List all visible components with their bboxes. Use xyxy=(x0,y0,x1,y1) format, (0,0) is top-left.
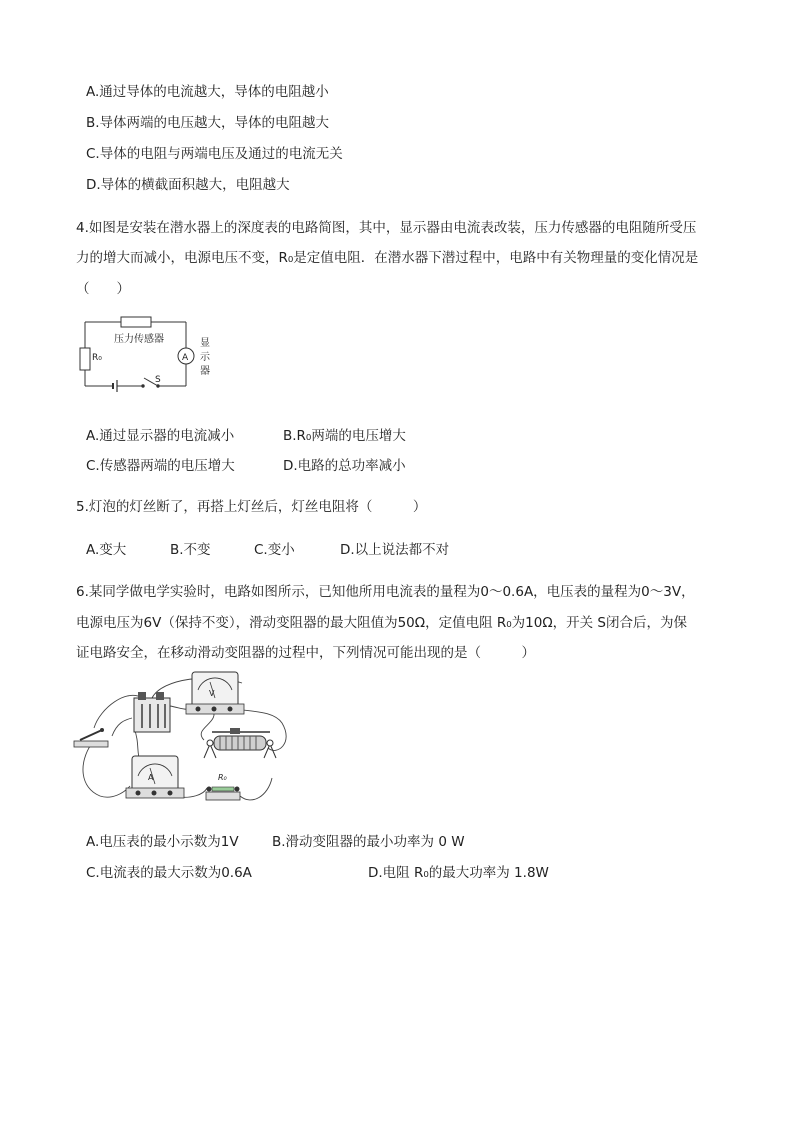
q4-option-b: B.R₀两端的电压增大 xyxy=(283,428,406,444)
q6-stem-line-3: 证电路安全，在移动滑动变阻器的过程中，下列情况可能出现的是（ ） xyxy=(76,645,535,661)
q4-stem-line-2: 力的增大而减小，电源电压不变，R₀是定值电阻．在潜水器下潜过程中，电路中有关物理量的变化情况是 xyxy=(76,250,699,266)
q5-option-b: B.不变 xyxy=(170,542,211,558)
resistor-r0-box xyxy=(80,348,90,370)
resistor-label-q6: R₀ xyxy=(218,773,227,782)
ammeter-icon xyxy=(126,756,184,798)
switch-icon xyxy=(74,728,108,747)
fixed-resistor-icon xyxy=(206,787,240,801)
battery-box-icon xyxy=(134,692,170,732)
q3-option-a: A.通过导体的电流越大，导体的电阻越小 xyxy=(86,84,329,100)
q3-option-b: B.导体两端的电压越大，导体的电阻越大 xyxy=(86,115,330,131)
voltmeter-symbol: V xyxy=(209,689,215,698)
q5-stem: 5.灯泡的灯丝断了，再搭上灯丝后，灯丝电阻将（ ） xyxy=(76,499,427,515)
q4-option-c: C.传感器两端的电压增大 xyxy=(86,458,235,474)
q6-option-b: B.滑动变阻器的最小功率为 0 W xyxy=(272,834,465,850)
rheostat-icon xyxy=(204,728,276,758)
display-label-char-2: 示 xyxy=(200,352,210,363)
q6-apparatus-figure xyxy=(72,668,294,814)
voltmeter-icon xyxy=(186,672,244,714)
q4-circuit-diagram xyxy=(76,312,226,394)
sensor-label: 压力传感器 xyxy=(114,334,164,345)
display-label-char-3: 器 xyxy=(200,366,210,377)
q6-option-a: A.电压表的最小示数为1V xyxy=(86,834,239,850)
q5-option-a: A.变大 xyxy=(86,542,127,558)
q4-option-d: D.电路的总功率减小 xyxy=(283,458,406,474)
q6-option-c: C.电流表的最大示数为0.6A xyxy=(86,865,252,881)
q4-option-a: A.通过显示器的电流减小 xyxy=(86,428,235,444)
q3-option-d: D.导体的横截面积越大，电阻越大 xyxy=(86,177,290,193)
q5-option-c: C.变小 xyxy=(254,542,295,558)
switch-label: S xyxy=(155,375,161,385)
q6-stem-line-2: 电源电压为6V（保持不变），滑动变阻器的最大阻值为50Ω，定值电阻 R₀为10Ω，开关 S闭合后，为保 xyxy=(76,615,688,631)
q3-option-c: C.导体的电阻与两端电压及通过的电流无关 xyxy=(86,146,343,162)
q6-stem-line-1: 6.某同学做电学实验时，电路如图所示，已知他所用电流表的量程为0～0.6A，电压表的量程为0～3V， xyxy=(76,584,695,600)
pressure-sensor-box xyxy=(121,317,151,327)
ammeter-symbol-q6: A xyxy=(148,773,154,782)
q4-stem-line-1: 4.如图是安装在潜水器上的深度表的电路简图，其中，显示器由电流表改装，压力传感器的电阻随所受压 xyxy=(76,220,697,236)
ammeter-symbol: A xyxy=(182,353,189,363)
q4-stem-line-3: （ ） xyxy=(76,281,130,297)
resistor-label: R₀ xyxy=(92,353,102,363)
q6-option-d: D.电阻 R₀的最大功率为 1.8W xyxy=(368,865,549,881)
display-label-char-1: 显 xyxy=(200,338,210,349)
q5-option-d: D.以上说法都不对 xyxy=(340,542,450,558)
